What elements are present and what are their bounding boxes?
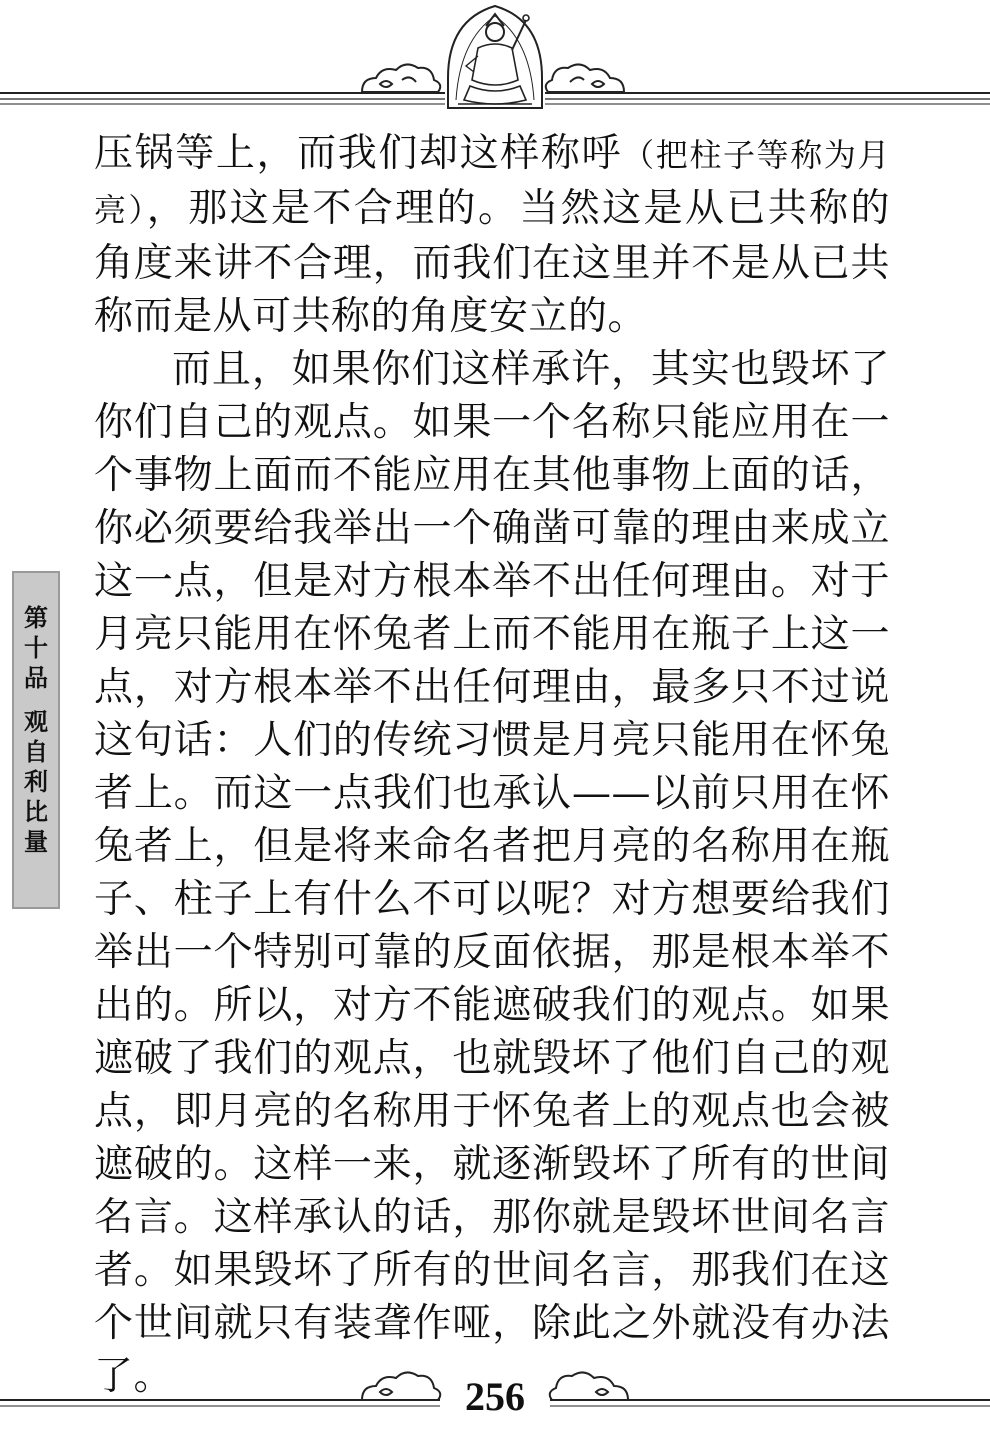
cloud-scroll-icon-left (362, 64, 440, 92)
title-char: 比 (24, 798, 48, 826)
chapter-side-tab (12, 571, 60, 909)
paragraph-1 (94, 127, 890, 343)
cloud-scroll-icon-right (546, 64, 624, 92)
page-number: 256 (465, 1374, 525, 1419)
parenthetical-note: （把柱子等称为月亮） (94, 136, 890, 229)
title-char: 利 (24, 768, 48, 796)
body-text (94, 127, 890, 1403)
title-char: 量 (24, 828, 48, 856)
padmasambhava-illustration (448, 6, 542, 108)
chapter-char: 十 (24, 634, 48, 662)
title-char: 自 (24, 738, 48, 766)
paragraph-2: 而且，如果你们这样承许，其实也毁坏了你们自己的观点。如果一个名称只能应用在一个事物上面而不能应用在其他事物上面的话，你必须要给我举出一个确凿可靠的理由来成立这一点，但是对方根本举不出任何理由。对于月亮只能用在怀兔者上而不能用在瓶子上这一点，对方根本举不出任何理由，最多只不过说这句话：人们的传统习惯是月亮只能用在怀兔者上。而这一点我们也承认——以前只用在怀兔者上，但是将来命名者把月亮的名称用在瓶子、柱子上有什么不可以呢？对方想要给我们举出一个特别可靠的反面依据，那是根本举不出的。所以，对方不能遮破我们的观点。如果遮破了我们的观点，也就毁坏了他们自己的观点，即月亮的名称用于怀兔者上的观点也会被遮破的。这样一来，就逐渐毁坏了所有的世间名言。这样承认的话，那你就是毁坏世间名言者。如果毁坏了所有的世间名言，那我们在这个世间就只有装聋作哑，除此之外就没有办法了。 (94, 347, 890, 1399)
chapter-char: 第 (24, 604, 48, 632)
paragraph-1-part-b: ，那这是不合理的。当然这是从已共称的角度来讲不合理，而我们在这里并不是从已共称而是从可共称的角度安立的。 (94, 186, 890, 339)
chapter-char: 品 (24, 664, 48, 692)
paragraph-1-part-a: 压锅等上，而我们却这样称呼 (94, 131, 623, 176)
header-ornament (0, 0, 990, 110)
title-char: 观 (24, 708, 48, 736)
page-header (0, 0, 990, 110)
